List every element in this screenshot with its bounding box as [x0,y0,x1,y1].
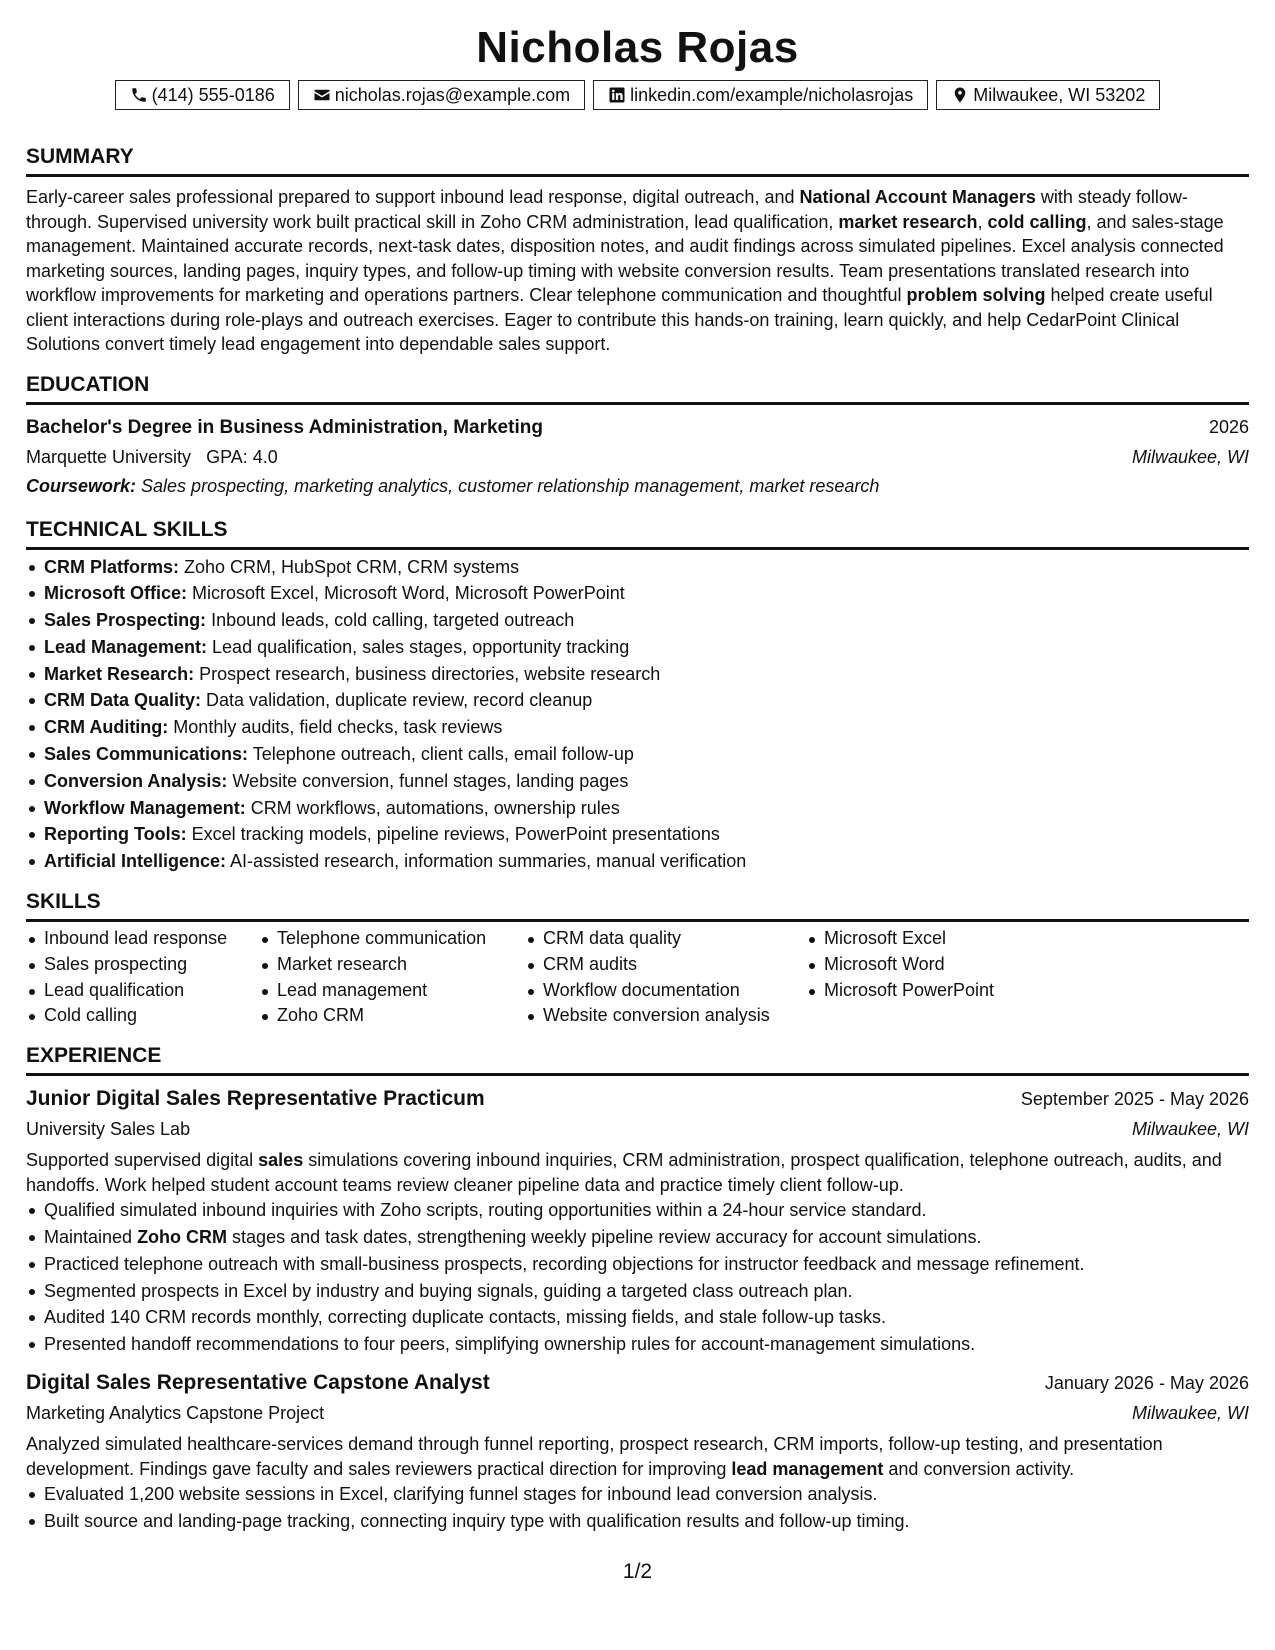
candidate-name: Nicholas Rojas [476,23,799,72]
list-item [26,768,1249,795]
list-item [26,607,1249,634]
skill-values: Microsoft Excel, Microsoft Word, Microsoft PowerPoint [187,583,625,604]
job-intro-highlight: sales [258,1150,304,1171]
linkedin-icon [608,86,626,104]
coursework-label: Coursework: [26,475,137,496]
list-item: Microsoft PowerPoint [806,978,1066,1004]
job-intro-text: Supported supervised digital [26,1150,259,1171]
school-name: Marquette University [26,446,192,467]
summary-text: , [977,211,988,232]
skills-column [525,926,806,1029]
skill-values: Excel tracking models, pipeline reviews, PowerPoint presentations [186,824,720,845]
skill-values: Data validation, duplicate review, record cleanup [201,690,593,711]
job-title: Digital Sales Representative Capstone Analyst [26,1371,490,1395]
list-item: CRM audits [525,952,806,978]
degree-title: Bachelor's Degree in Business Administration, Marketing [26,416,543,438]
summary-highlight: market research [838,211,978,232]
job-bullets [26,1197,1249,1358]
job-dates: January 2026 - May 2026 [1044,1373,1249,1394]
job-org-row [26,1114,1249,1144]
experience-heading: EXPERIENCE [26,1043,1249,1076]
list-item: Lead management [259,978,525,1004]
job-intro-text: simulations covering inbound inquiries, CRM administration, prospect qualification, telephone outreach, audits, and handoffs. Work helped student account teams review cleaner pipeline data and practice timely client follow-up. [26,1150,1222,1195]
school-location: Milwaukee, WI [1131,446,1249,467]
list-item [26,1481,1249,1508]
summary-text: helped create useful client interactions during role-plays and outreach exercises. Eager to contribute this hands-on training, learn quickly, and help CedarPoint Clinical Solutions convert timely lead engagement into dependable sales support. [26,285,1213,354]
list-item: Zoho CRM [259,1003,525,1029]
job-dates: September 2025 - May 2026 [1020,1089,1249,1110]
summary-section [26,144,1249,357]
list-item [26,848,1249,875]
contact-email[interactable] [298,80,585,110]
list-item [26,1197,1249,1224]
list-item [26,1508,1249,1535]
coursework-line [26,471,1249,501]
summary-text: , and sales-stage management. Maintained accurate records, next-task dates, disposition notes, and audit findings across simulated pipelines. Excel analysis connected marketing sources, landing pages, inquiry types, and follow-up timing with website conversion results. Team presentations translated research into workflow improvements for marketing and operations partners. Clear telephone communication and thoughtful [26,211,1224,305]
skill-values: Monthly audits, field checks, task reviews [168,717,503,738]
job-intro-highlight: lead management [731,1458,884,1479]
job-entry [26,1368,1249,1535]
contact-phone[interactable] [115,80,290,110]
list-item: Workflow documentation [525,978,806,1004]
job-organization: University Sales Lab [26,1119,191,1140]
contact-location-text: Milwaukee, WI 53202 [973,84,1146,105]
technical-skills-heading: TECHNICAL SKILLS [26,517,1249,550]
skill-values: AI-assisted research, information summaries, manual verification [226,851,747,872]
skill-values: Prospect research, business directories, website research [194,663,661,684]
list-item: Sales prospecting [26,952,259,978]
bullet-text: Evaluated 1,200 website sessions in Excel, clarifying funnel stages for inbound lead conversion analysis. [44,1484,878,1505]
list-item: Website conversion analysis [525,1003,806,1029]
list-item: Telephone communication [259,926,525,952]
skill-category: Lead Management: [44,636,208,657]
contact-location [936,80,1160,110]
list-item [26,821,1249,848]
skill-values: Lead qualification, sales stages, opportunity tracking [207,636,630,657]
job-bullets [26,1481,1249,1535]
contact-email-text: nicholas.rojas@example.com [334,84,571,105]
contact-phone-text: (414) 555-0186 [151,84,275,105]
summary-text: Early-career sales professional prepared to support inbound lead response, digital outreach, and [26,187,800,207]
list-item: Microsoft Word [806,952,1066,978]
summary-highlight: cold calling [987,211,1087,232]
job-intro-text: Analyzed simulated healthcare-services demand through funnel reporting, prospect research, CRM imports, follow-up testing, and presentation development. Findings gave faculty and sales reviewers practical direction for improving [26,1434,1163,1479]
summary-highlight: problem solving [906,285,1046,305]
skill-category: Artificial Intelligence: [44,851,227,872]
education-heading: EDUCATION [26,372,1249,405]
job-organization: Marketing Analytics Capstone Project [26,1403,325,1424]
contact-linkedin-text: linkedin.com/example/nicholasrojas [630,84,914,105]
bullet-text: Qualified simulated inbound inquiries with Zoho scripts, routing opportunities within a 24-hour service standard. [44,1200,927,1221]
list-item [26,1278,1249,1305]
list-item: Lead qualification [26,978,259,1004]
list-item: Market research [259,952,525,978]
phone-icon [130,86,148,104]
job-title-row [26,1084,1249,1114]
skills-heading: SKILLS [26,889,1249,922]
list-item: Inbound lead response [26,926,259,952]
technical-skills-section [26,517,1249,876]
email-icon [313,86,331,104]
skill-category: Reporting Tools: [44,824,187,845]
bullet-highlight: Zoho CRM [137,1227,228,1248]
skills-section [26,889,1249,1029]
bullet-text: stages and task dates, strengthening weekly pipeline review accuracy for account simulations. [227,1227,982,1248]
contact-linkedin[interactable] [593,80,928,110]
education-degree-row [26,413,1249,443]
coursework-text: Sales prospecting, marketing analytics, customer relationship management, market research [136,475,880,496]
job-location: Milwaukee, WI [1131,1119,1249,1140]
skills-column [259,926,525,1029]
job-location: Milwaukee, WI [1131,1403,1249,1424]
bullet-text: Built source and landing-page tracking, connecting inquiry type with qualification results and follow-up timing. [44,1510,910,1531]
bullet-text: Audited 140 CRM records monthly, correcting duplicate contacts, missing fields, and stale follow-up tasks. [44,1307,887,1328]
skill-category: CRM Data Quality: [44,690,202,711]
job-intro-text: and conversion activity. [883,1458,1075,1479]
skills-grid [26,926,1249,1029]
skill-values: Website conversion, funnel stages, landing pages [227,770,629,791]
gpa: GPA: 4.0 [206,446,278,467]
skill-category: CRM Auditing: [44,717,169,738]
education-section [26,372,1249,501]
job-entry [26,1084,1249,1358]
bullet-text: Segmented prospects in Excel by industry and buying signals, guiding a targeted class outreach plan. [44,1280,853,1301]
contact-bar [26,80,1249,110]
skill-values: CRM workflows, automations, ownership rules [245,797,620,818]
experience-section [26,1043,1249,1534]
list-item [26,1331,1249,1358]
list-item: CRM data quality [525,926,806,952]
bullet-text: Maintained [44,1227,138,1248]
page-number: 1/2 [622,1560,653,1583]
bullet-text: Practiced telephone outreach with small-business prospects, recording objections for instructor feedback and message refinement. [44,1253,1085,1274]
skill-values: Telephone outreach, client calls, email follow-up [248,744,634,765]
skill-category: Sales Communications: [44,744,249,765]
skill-values: Zoho CRM, HubSpot CRM, CRM systems [179,556,520,577]
job-org-row [26,1398,1249,1428]
list-item [26,714,1249,741]
list-item [26,554,1249,581]
summary-heading: SUMMARY [26,144,1249,177]
skill-category: Microsoft Office: [44,583,188,604]
job-title: Junior Digital Sales Representative Practicum [26,1087,485,1111]
list-item [26,795,1249,822]
list-item: Cold calling [26,1003,259,1029]
list-item [26,661,1249,688]
technical-skills-list [26,554,1249,876]
list-item [26,741,1249,768]
list-item [26,1251,1249,1278]
list-item [26,634,1249,661]
skill-category: CRM Platforms: [44,556,180,577]
location-pin-icon [951,86,969,104]
skills-column [26,926,259,1029]
summary-text: with steady follow-through. Supervised university work built practical skill in Zoho CRM administration, lead qualification, [26,187,1188,232]
summary-highlight: National Account Managers [799,187,1036,207]
list-item [26,687,1249,714]
skill-category: Workflow Management: [44,797,246,818]
list-item [26,580,1249,607]
list-item [26,1224,1249,1251]
skills-column [806,926,1066,1029]
skill-values: Inbound leads, cold calling, targeted outreach [206,610,575,631]
graduation-year: 2026 [1208,416,1249,437]
job-intro [26,1148,1249,1197]
bullet-text: Presented handoff recommendations to four peers, simplifying ownership rules for account-management simulations. [44,1334,976,1355]
skill-category: Market Research: [44,663,195,684]
education-school-row [26,443,1249,471]
list-item: Microsoft Excel [806,926,1066,952]
job-title-row [26,1368,1249,1398]
list-item [26,1304,1249,1331]
job-intro [26,1432,1249,1481]
skill-category: Conversion Analysis: [44,770,228,791]
skill-category: Sales Prospecting: [44,610,207,631]
summary-paragraph [26,185,1249,357]
